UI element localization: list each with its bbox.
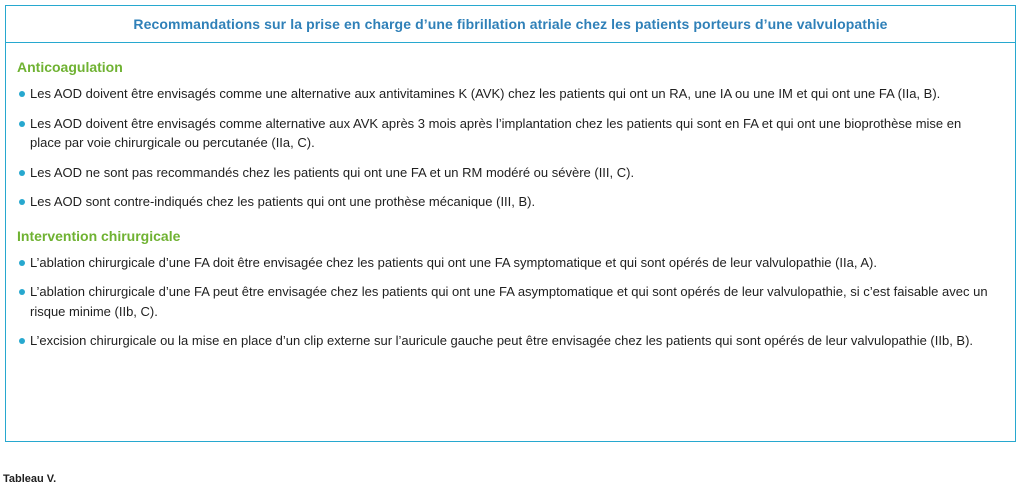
list-item-text: L’excision chirurgicale ou la mise en place d’un clip externe sur l’auricule gauche peut être envisagée chez les patients qui sont opérés de leur valvulopathie (IIb, B).	[30, 333, 974, 348]
recommendations-table	[5, 5, 1016, 442]
list-item-text: Les AOD sont contre-indiqués chez les patients qui ont une prothèse mécanique (III, B).	[30, 194, 536, 209]
table-title: Recommandations sur la prise en charge d’une fibrillation atriale chez les patients porteurs d’une valvulopathie	[6, 6, 1015, 43]
list-item	[6, 331, 1015, 351]
list-item-text: Les AOD ne sont pas recommandés chez les patients qui ont une FA et un RM modéré ou sévère (III, C).	[30, 164, 635, 180]
intervention-list	[6, 253, 1015, 351]
list-item	[6, 192, 1015, 212]
section-heading-intervention-chirurgicale: Intervention chirurgicale	[17, 227, 181, 244]
bullet-dot-icon	[19, 91, 25, 97]
section-heading-anticoagulation: Anticoagulation	[17, 59, 123, 75]
list-item	[6, 163, 1015, 183]
list-item-text: L’ablation chirurgicale d’une FA doit être envisagée chez les patients qui ont une FA symptomatique et qui sont opérés de leur valvulopathie (IIa, A).	[30, 254, 877, 270]
bullet-dot-icon	[19, 170, 25, 176]
bullet-dot-icon	[19, 338, 25, 344]
bullet-dot-icon	[19, 121, 25, 127]
bullet-dot-icon	[19, 199, 25, 205]
table-caption: Tableau V.	[3, 473, 57, 485]
list-item-text: Les AOD doivent être envisagés comme alternative aux AVK après 3 mois après l’implantation chez les patients qui sont en FA et qui ont une bioprothèse mise en place par voie chirurgicale ou percutanée (IIa, C).	[30, 115, 962, 150]
list-item	[6, 84, 1015, 104]
table-body	[6, 43, 1015, 351]
list-item-text: L’ablation chirurgicale d’une FA peut être envisagée chez les patients qui ont une FA asymptomatique et qui sont opérés de leur valvulopathie, si c’est faisable avec un risque minime (IIb, C).	[30, 284, 988, 319]
list-item	[6, 253, 1015, 273]
bullet-dot-icon	[19, 260, 25, 266]
bullet-dot-icon	[19, 289, 25, 295]
list-item	[6, 282, 1015, 321]
list-item-text: Les AOD doivent être envisagés comme une alternative aux antivitamines K (AVK) chez les patients qui ont un RA, une IA ou une IM et qui ont une FA (IIa, B).	[30, 86, 941, 101]
anticoagulation-list	[6, 84, 1015, 212]
list-item	[6, 114, 1015, 153]
